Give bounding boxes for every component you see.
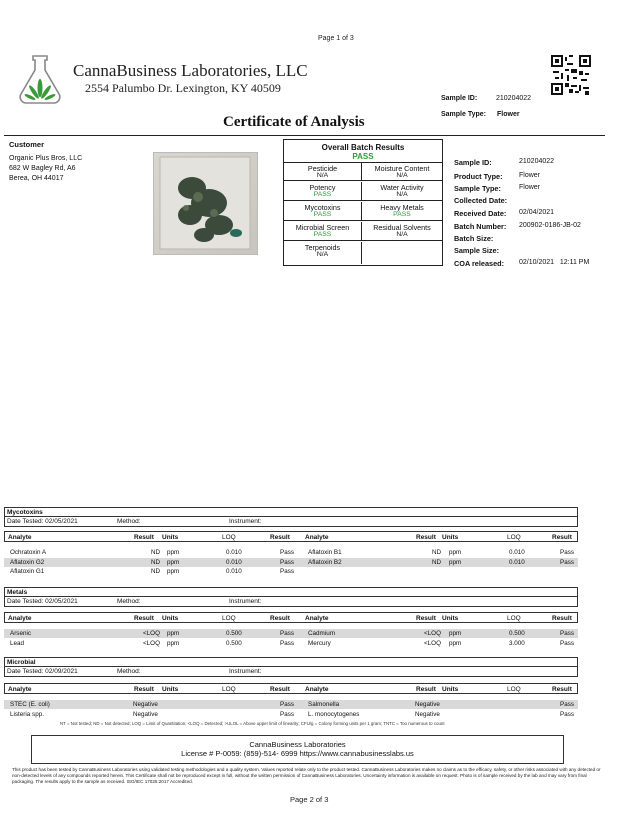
header-sample-id-value: 210204022 <box>496 95 532 102</box>
detail-label: Product Type: <box>454 172 503 181</box>
footer-license: License # P-0059: (859)-514- 6999 https://www.cannabusinesslabs.us <box>181 749 414 758</box>
customer-line2: 682 W Bagley Rd, A6 <box>9 165 76 172</box>
detail-value: 200902-0186-JB-02 <box>519 222 581 229</box>
table-row: Aflatoxin G2 ND ppm 0.010 Pass Aflatoxin B2 ND ppm 0.010 Pass <box>4 558 578 567</box>
footer-contact-box <box>31 735 564 764</box>
result-cell: Potency PASS <box>284 182 362 201</box>
method-label: Method: <box>117 598 141 605</box>
overall-batch-results <box>283 139 443 266</box>
table-row: Arsenic <LOQ ppm 0.500 Pass Cadmium <LOQ ppm 0.500 Pass <box>4 629 578 638</box>
company-address: 2554 Palumbo Dr. Lexington, KY 40509 <box>85 81 281 95</box>
detail-label: Batch Size: <box>454 234 494 243</box>
title-divider <box>4 135 605 136</box>
table-row: Listeria spp. Negative Pass L. monocytogenes Negative Pass <box>10 711 574 718</box>
customer-line1: Organic Plus Bros, LLC <box>9 155 83 162</box>
method-label: Method: <box>117 518 141 525</box>
table-row: Aflatoxin G1 ND ppm 0.010 Pass <box>10 568 294 575</box>
detail-value: 210204022 <box>519 158 555 165</box>
mycotoxins-columns: Analyte Result Units LOQ Result Analyte Result Units LOQ Result <box>4 531 578 542</box>
detail-label: COA released: <box>454 259 505 268</box>
detail-label: Sample Type: <box>454 184 501 193</box>
date-tested: Date Tested: 02/05/2021 <box>7 518 78 525</box>
instrument-label: Instrument: <box>229 668 262 675</box>
lab-logo-icon <box>15 52 65 108</box>
mycotoxins-heading: Mycotoxins <box>4 507 578 517</box>
detail-label: Sample Size: <box>454 246 500 255</box>
detail-label: Received Date: <box>454 209 507 218</box>
table-row: STEC (E. coli) Negative Pass Salmonella Negative Pass <box>4 700 578 709</box>
header-sample-id-label: Sample ID: <box>441 95 478 102</box>
customer-heading: Customer <box>9 140 45 149</box>
result-cell: Terpenoids N/A <box>284 242 362 264</box>
microbial-columns: Analyte Result Units LOQ Result Analyte Result Units LOQ Result <box>4 683 578 694</box>
page-title: Certificate of Analysis <box>223 114 365 130</box>
detail-value: Flower <box>519 184 541 191</box>
metals-columns: Analyte Result Units LOQ Result Analyte Result Units LOQ Result <box>4 612 578 623</box>
date-tested: Date Tested: 02/05/2021 <box>7 598 78 605</box>
detail-label: Sample ID: <box>454 158 492 167</box>
footer-lab-name: CannaBusiness Laboratories <box>249 740 346 749</box>
result-cell: Heavy Metals PASS <box>362 202 442 221</box>
method-label: Method: <box>117 668 141 675</box>
instrument-label: Instrument: <box>229 598 262 605</box>
company-name: CannaBusiness Laboratories, LLC <box>73 61 308 80</box>
table-row: Ochratoxin A ND ppm 0.010 Pass Aflatoxin B1 ND ppm 0.010 Pass <box>10 549 574 556</box>
page-number-top: Page 1 of 3 <box>318 35 354 42</box>
microbial-heading: Microbial <box>4 657 578 667</box>
result-cell: Pesticide N/A <box>284 162 362 181</box>
qr-code-icon <box>551 55 591 95</box>
customer-line3: Berea, OH 44017 <box>9 175 64 182</box>
abbreviation-legend: NT = Not tested; ND = Not detected; LOQ = Limit of Quantitation; <LOQ = Detected; >ULOL = Above upper limit of linearity; CFU/g = Colony forming units per 1 gram; TNTC = Too numerous to count <box>60 721 445 726</box>
result-cell: Moisture Content N/A <box>362 162 442 181</box>
page-number-bottom: Page 2 of 3 <box>290 795 329 804</box>
header-sample-type-value: Flower <box>497 111 520 118</box>
detail-value: 02/04/2021 <box>519 209 555 216</box>
overall-heading: Overall Batch Results <box>321 143 405 152</box>
instrument-label: Instrument: <box>229 518 262 525</box>
detail-label: Collected Date: <box>454 196 508 205</box>
result-cell: Water Activity N/A <box>362 182 442 201</box>
result-cell: Microbial Screen PASS <box>284 222 362 241</box>
metals-date-row <box>4 597 578 607</box>
detail-value: 02/10/2021 12:11 PM <box>519 259 590 266</box>
overall-status: PASS <box>352 152 374 161</box>
mycotoxins-date-row <box>4 517 578 527</box>
sample-photo <box>153 152 258 255</box>
table-row: Lead <LOQ ppm 0.500 Pass Mercury <LOQ ppm 3.000 Pass <box>10 640 574 647</box>
detail-label: Batch Number: <box>454 222 507 231</box>
date-tested: Date Tested: 02/09/2021 <box>7 668 78 675</box>
metals-heading: Metals <box>4 587 578 597</box>
result-cell: Mycotoxins PASS <box>284 202 362 221</box>
result-cell: Residual Solvents N/A <box>362 222 442 241</box>
microbial-date-row <box>4 667 578 677</box>
detail-value: Flower <box>519 172 541 179</box>
header-sample-type-label: Sample Type: <box>441 111 486 118</box>
disclaimer-text: This product has been tested by CannaBusiness Laboratories using validated testing methodologies and a quality system. Values reported relate only to the product tested. CannaBusiness Laboratories makes no claims as to the efficacy, safety, or other risks associated with any detected or non-detected levels of any compounds reported herein. This Certificate shall not be reproduced except in full, without the written permission of CannaBusiness Laboratories. Uncertainty information is available on request. Photo is of sample received by the lab and may vary from final packaging. The results apply to the sample as received. ISO/IEC 17025:2017 Accredited. <box>12 767 601 784</box>
